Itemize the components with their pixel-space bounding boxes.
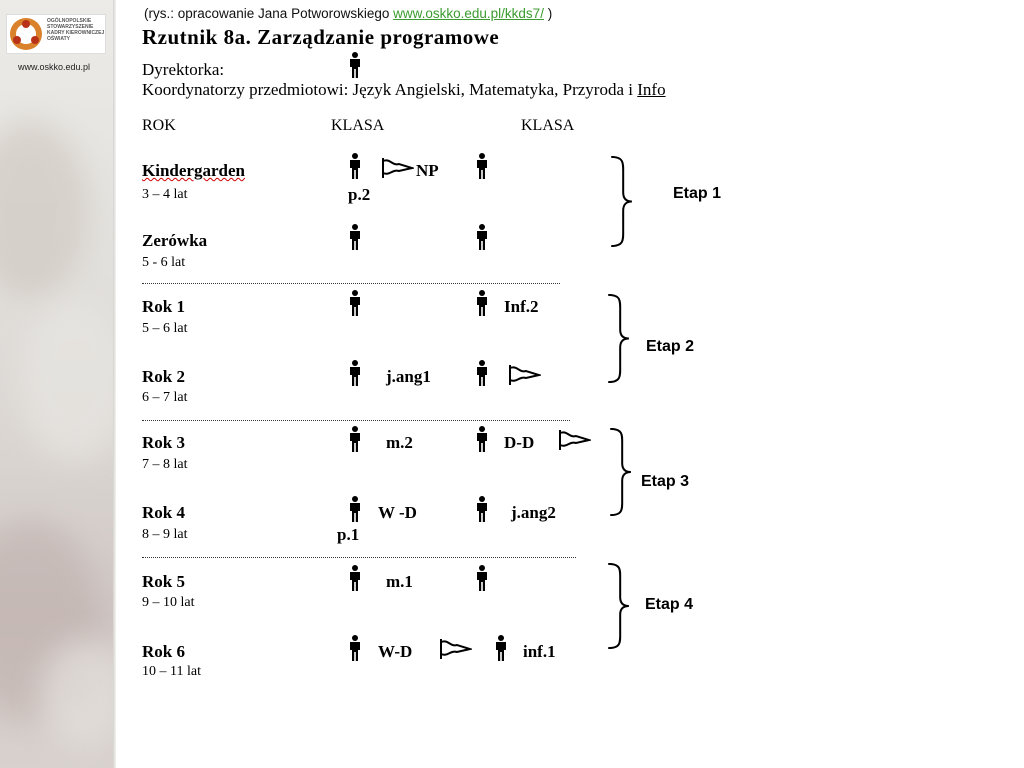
etap-label: Etap 3 xyxy=(641,473,690,490)
figure-caption xyxy=(144,6,552,21)
person-icon xyxy=(474,426,490,452)
caption-prefix: (rys.: opracowanie Jana Potworowskiego xyxy=(144,6,394,21)
class-note: m.2 xyxy=(386,433,413,452)
age-range: 10 – 11 lat xyxy=(142,664,201,679)
year-label: Rok 4 xyxy=(142,503,185,522)
sidebar-panel xyxy=(0,0,113,768)
class-note: W -D xyxy=(378,503,417,522)
person-icon xyxy=(347,426,363,452)
person-icon xyxy=(347,496,363,522)
site-url[interactable]: www.oskko.edu.pl xyxy=(18,62,91,72)
age-range: 5 – 6 lat xyxy=(142,321,188,336)
class-note: j.ang2 xyxy=(511,503,556,522)
person-icon xyxy=(347,52,363,78)
person-icon xyxy=(347,290,363,316)
etap-label: Etap 1 xyxy=(673,185,722,202)
separator xyxy=(142,420,570,421)
class-note: m.1 xyxy=(386,572,413,591)
column-header-klasa-2: KLASA xyxy=(521,117,575,134)
right-brace xyxy=(609,156,633,247)
right-brace xyxy=(606,294,630,383)
director-label: Dyrektorka: xyxy=(142,60,225,79)
logo-text: OGÓLNOPOLSKIE STOWARZYSZENIE KADRY KIEROWNICZEJ OŚWIATY xyxy=(47,18,105,42)
age-range: 3 – 4 lat xyxy=(142,187,188,202)
person-icon xyxy=(347,360,363,386)
caption-link[interactable]: www.oskko.edu.pl/kkds7/ xyxy=(393,6,544,21)
person-icon xyxy=(493,635,509,661)
person-icon xyxy=(474,360,490,386)
year-label: Rok 5 xyxy=(142,572,185,591)
class-note: p.2 xyxy=(348,185,371,204)
year-label: Zerówka xyxy=(142,231,208,250)
etap-label: Etap 2 xyxy=(646,338,695,355)
person-icon xyxy=(347,153,363,179)
age-range: 7 – 8 lat xyxy=(142,457,188,472)
year-label: Rok 3 xyxy=(142,433,185,452)
right-brace xyxy=(608,428,632,516)
coordinators-info: Info xyxy=(637,80,666,99)
age-range: 5 - 6 lat xyxy=(142,255,186,270)
coordinators-line xyxy=(142,80,666,100)
person-icon xyxy=(474,224,490,250)
person-icon xyxy=(474,290,490,316)
logo xyxy=(6,14,106,54)
year-label: Rok 2 xyxy=(142,367,185,386)
class-note: W-D xyxy=(378,642,413,661)
person-icon xyxy=(474,565,490,591)
age-range: 6 – 7 lat xyxy=(142,390,188,405)
year-label: Rok 1 xyxy=(142,297,185,316)
class-note: Inf.2 xyxy=(504,297,539,316)
caption-suffix: ) xyxy=(543,6,553,21)
flag-icon xyxy=(380,157,414,179)
age-range: 9 – 10 lat xyxy=(142,595,195,610)
sidebar-divider xyxy=(113,0,116,768)
separator xyxy=(142,283,560,284)
age-range: 8 – 9 lat xyxy=(142,527,188,542)
class-note: D-D xyxy=(504,433,535,452)
person-icon xyxy=(347,635,363,661)
class-note: NP xyxy=(416,161,439,180)
flag-icon xyxy=(507,364,541,386)
year-label: Rok 6 xyxy=(142,642,185,661)
separator xyxy=(142,557,576,558)
logo-icon xyxy=(8,16,44,52)
person-icon xyxy=(347,224,363,250)
year-label: Kindergarden xyxy=(142,161,245,180)
column-header-klasa-1: KLASA xyxy=(331,117,385,134)
flag-icon xyxy=(438,638,472,660)
class-note: j.ang1 xyxy=(386,367,431,386)
flag-icon xyxy=(557,429,591,451)
person-icon xyxy=(474,496,490,522)
person-icon xyxy=(347,565,363,591)
person-icon xyxy=(474,153,490,179)
right-brace xyxy=(606,563,630,649)
coordinators-text: Koordynatorzy przedmiotowi: Język Angielski, Matematyka, Przyroda i xyxy=(142,80,638,99)
column-header-rok: ROK xyxy=(142,117,176,134)
etap-label: Etap 4 xyxy=(645,596,694,613)
class-note: p.1 xyxy=(337,525,360,544)
page-title: Rzutnik 8a. Zarządzanie programowe xyxy=(142,25,500,49)
class-note: inf.1 xyxy=(523,642,556,661)
